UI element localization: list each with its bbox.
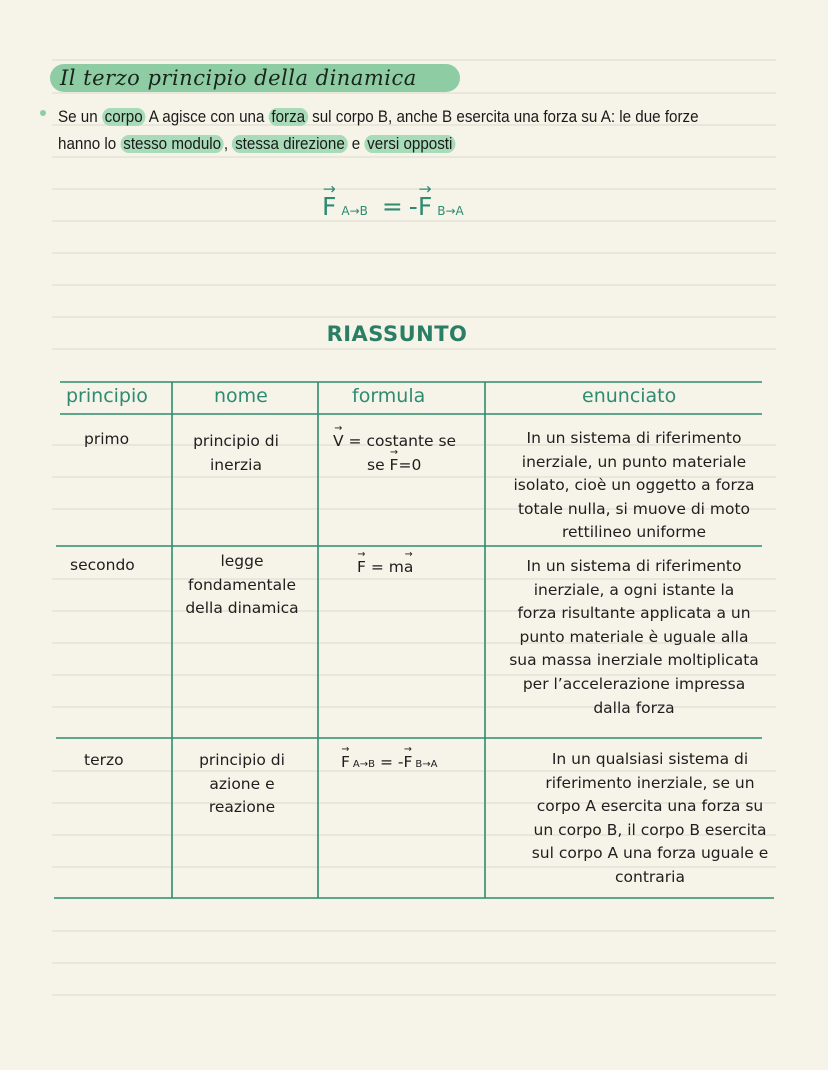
enunciato-line: rettilineo uniforme: [561, 523, 707, 542]
nome-line: inerzia: [210, 455, 262, 474]
row-secondo-enunciato: [494, 555, 774, 720]
intro-segment: Se un: [58, 108, 102, 126]
row-terzo-formula: [341, 751, 437, 777]
formula-text: = costante se: [348, 432, 457, 450]
page-title: Il terzo principio della dinamica: [60, 66, 417, 90]
force-vector: → F: [341, 751, 350, 775]
row-primo-enunciato: [494, 427, 774, 545]
nome-line: della dinamica: [185, 599, 299, 618]
intro-paragraph: [58, 104, 739, 158]
formula-subscript: B→A: [415, 759, 438, 770]
third-law-equation: [322, 192, 464, 226]
nome-line: azione e: [209, 774, 275, 793]
intro-segment: ,: [223, 135, 233, 153]
rhs-subscript: B→A: [437, 204, 464, 218]
intro-highlight: versi opposti: [364, 135, 455, 153]
force-vector: → F: [357, 556, 366, 580]
row-primo-nome: [176, 430, 296, 477]
enunciato-line: riferimento inerziale, se un: [545, 773, 755, 792]
enunciato-line: per l’accelerazione impressa: [522, 674, 746, 693]
header-nome: nome: [214, 385, 268, 407]
force-vector-rhs: → F: [418, 192, 432, 222]
row-secondo-principio: secondo: [70, 556, 135, 574]
intro-segment: A agisce con una: [145, 108, 269, 126]
enunciato-line: isolato, cioè un oggetto a forza: [513, 476, 755, 495]
row-secondo-nome: [172, 550, 312, 621]
minus-sign: -: [408, 192, 418, 221]
formula-text: =0: [398, 455, 422, 474]
force-vector: → F: [403, 751, 412, 775]
nome-line: reazione: [208, 798, 276, 817]
nome-line: fondamentale: [188, 575, 296, 594]
formula-text: = -: [375, 753, 404, 771]
header-principio: principio: [66, 385, 148, 407]
nome-line: principio di: [193, 432, 279, 450]
equals-sign: =: [381, 192, 403, 221]
enunciato-line: sua massa inerziale moltiplicata: [509, 651, 759, 670]
intro-highlight: corpo: [102, 108, 145, 126]
enunciato-line: In un sistema di riferimento: [526, 557, 742, 575]
row-primo-principio: primo: [84, 430, 130, 448]
row-terzo-principio: terzo: [84, 751, 124, 769]
force-vector: → F: [390, 454, 399, 478]
nome-line: principio di: [199, 751, 285, 769]
enunciato-line: contraria: [615, 867, 685, 886]
enunciato-line: In un qualsiasi sistema di: [551, 750, 749, 768]
intro-highlight: stesso modulo: [120, 135, 223, 153]
enunciato-line: In un sistema di riferimento: [526, 429, 742, 447]
formula-subscript: A→B: [352, 759, 376, 770]
row-secondo-formula: [357, 556, 413, 580]
enunciato-line: inerziale, un punto materiale: [521, 452, 747, 471]
formula-text: = m: [365, 558, 404, 576]
acceleration-vector: → a: [404, 556, 414, 580]
velocity-vector: → V: [333, 430, 344, 454]
intro-segment: e: [347, 135, 365, 153]
intro-segment: hanno lo: [58, 135, 121, 153]
enunciato-line: totale nulla, si muove di moto: [517, 499, 751, 518]
force-vector-lhs: → F: [322, 192, 336, 222]
intro-line-2: [58, 131, 739, 158]
enunciato-line: punto materiale è uguale alla: [519, 627, 749, 646]
summary-title: RIASSUNTO: [326, 322, 468, 346]
enunciato-line: un corpo B, il corpo B esercita: [533, 820, 767, 839]
enunciato-line: corpo A esercita una forza su: [536, 797, 764, 816]
intro-segment: sul corpo B, anche B esercita una forza su A: le due forze: [307, 108, 699, 126]
row-terzo-nome: [176, 749, 308, 820]
enunciato-line: forza risultante applicata a un: [517, 604, 751, 623]
header-enunciato: enunciato: [582, 385, 677, 407]
formula-text: se: [367, 455, 390, 474]
intro-highlight: forza: [269, 108, 308, 126]
lhs-subscript: A→B: [341, 204, 368, 218]
nome-line: legge: [220, 552, 264, 570]
row-terzo-enunciato: [510, 748, 790, 890]
row-primo-formula: [333, 430, 483, 477]
intro-highlight: stessa direzione: [232, 135, 347, 153]
enunciato-line: dalla forza: [593, 698, 675, 717]
header-formula: formula: [352, 385, 426, 407]
intro-line-1: [58, 104, 739, 131]
enunciato-line: inerziale, a ogni istante la: [533, 580, 735, 599]
enunciato-line: sul corpo A una forza uguale e: [531, 844, 769, 863]
bullet-icon: [40, 110, 46, 116]
